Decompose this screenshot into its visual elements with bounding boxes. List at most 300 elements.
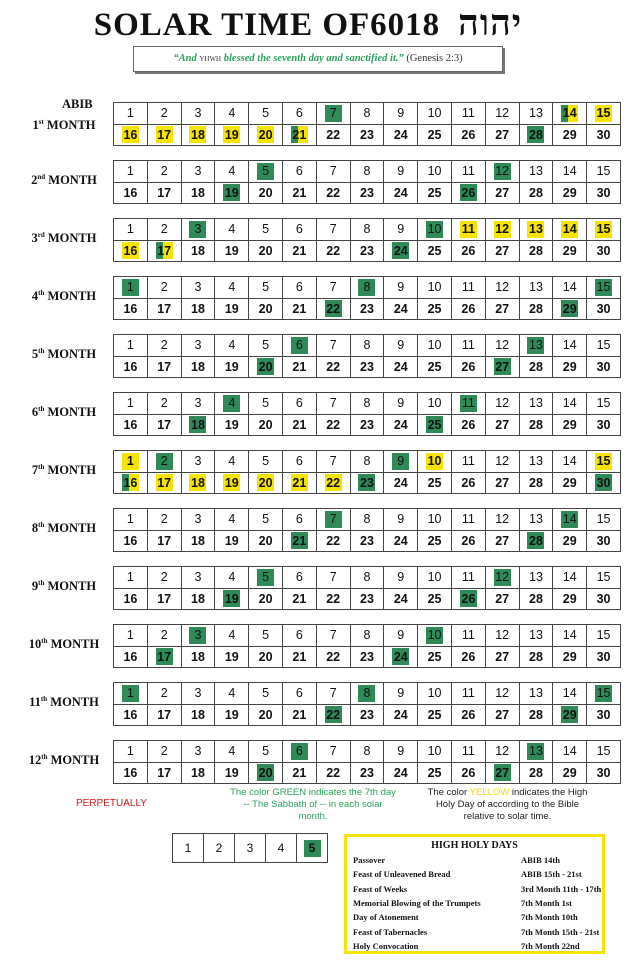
day-cell: 12	[485, 625, 519, 647]
day-cell: 13	[519, 509, 553, 531]
day-cell: 6	[282, 683, 316, 705]
day-cell: 23	[350, 298, 384, 320]
day-cell: 25	[418, 356, 452, 378]
day-cell: 16	[114, 182, 148, 204]
day-cell: 23	[350, 124, 384, 146]
day-cell: 11	[451, 683, 485, 705]
day-cell: 13	[519, 451, 553, 473]
day-cell: 10	[418, 103, 452, 125]
sabbath-day-cell: 30	[587, 472, 621, 494]
day-cell: 4	[215, 741, 249, 763]
day-cell: 3	[181, 451, 215, 473]
sabbath-day-cell: 5	[249, 161, 283, 183]
sabbath-day-cell: 19	[215, 182, 249, 204]
holy-day-cell: 17	[147, 124, 181, 146]
day-cell: 5	[249, 393, 283, 415]
day-cell: 3	[181, 509, 215, 531]
day-cell: 13	[519, 277, 553, 299]
day-cell: 5	[249, 103, 283, 125]
holy-day-date: ABIB 15th - 21st	[521, 869, 582, 880]
day-cell: 26	[451, 414, 485, 436]
yellow-note-b: indicates the High Holy Day of according to the Bible relative to solar time.	[435, 787, 588, 822]
sabbath-day-cell: 10	[418, 625, 452, 647]
sabbath-day-cell: 13	[519, 335, 553, 357]
day-cell: 2	[147, 683, 181, 705]
holy-day-name: Feast of Unleavened Bread	[353, 869, 451, 880]
day-cell: 27	[485, 588, 519, 610]
day-cell: 6	[282, 625, 316, 647]
day-cell: 28	[519, 646, 553, 668]
holy-day-cell: 15	[587, 219, 621, 241]
day-cell: 17	[147, 414, 181, 436]
day-cell: 18	[181, 646, 215, 668]
day-cell: 16	[114, 704, 148, 726]
quote-yhwh: YHWH	[199, 55, 222, 63]
day-cell: 27	[485, 182, 519, 204]
day-cell: 15	[587, 393, 621, 415]
day-cell: 17	[147, 704, 181, 726]
sabbath-day-cell: 28	[519, 124, 553, 146]
day-cell: 5	[249, 277, 283, 299]
day-cell: 5	[249, 741, 283, 763]
day-cell: 13	[519, 625, 553, 647]
month-grid	[113, 740, 621, 784]
day-cell: 24	[384, 298, 418, 320]
day-cell: 15	[587, 741, 621, 763]
day-cell: 17	[147, 298, 181, 320]
day-cell: 20	[249, 414, 283, 436]
perpetually-label: PERPETUALLY	[76, 798, 147, 809]
day-cell: 11	[451, 509, 485, 531]
day-cell: 2	[147, 625, 181, 647]
sabbath-day-cell: 14	[553, 103, 587, 125]
day-cell: 15	[587, 567, 621, 589]
sabbath-day-cell: 7	[316, 103, 350, 125]
day-cell: 14	[553, 451, 587, 473]
day-cell: 27	[485, 530, 519, 552]
month-grid	[113, 392, 621, 436]
sabbath-day-cell: 9	[384, 451, 418, 473]
green-note: The color GREEN indicates the 7th day -- The Sabbath of -- in each solar month.	[230, 787, 396, 822]
day-cell: 21	[282, 414, 316, 436]
day-cell: 16	[114, 356, 148, 378]
day-cell: 11	[451, 625, 485, 647]
month-label: 2nd MONTH	[31, 173, 97, 188]
day-cell: 2	[147, 103, 181, 125]
day-cell: 18	[181, 704, 215, 726]
day-cell: 9	[384, 683, 418, 705]
day-cell: 10	[418, 393, 452, 415]
day-cell: 30	[587, 182, 621, 204]
day-cell: 26	[451, 472, 485, 494]
day-cell: 1	[114, 509, 148, 531]
legend-day: 1	[173, 834, 204, 863]
day-cell: 1	[114, 103, 148, 125]
day-cell: 9	[384, 393, 418, 415]
day-cell: 27	[485, 240, 519, 262]
day-cell: 26	[451, 124, 485, 146]
day-cell: 18	[181, 588, 215, 610]
holy-day-date: 7th Month 22nd	[521, 940, 580, 951]
abib-label: ABIB	[62, 97, 93, 111]
sabbath-day-cell: 1	[114, 683, 148, 705]
day-cell: 19	[215, 646, 249, 668]
day-cell: 15	[587, 335, 621, 357]
holy-day-name: Passover	[353, 855, 386, 865]
sabbath-day-cell: 8	[350, 277, 384, 299]
day-cell: 27	[485, 472, 519, 494]
day-cell: 5	[249, 219, 283, 241]
day-cell: 19	[215, 240, 249, 262]
holy-day-cell: 10	[418, 451, 452, 473]
day-cell: 14	[553, 567, 587, 589]
day-cell: 8	[350, 335, 384, 357]
day-cell: 11	[451, 567, 485, 589]
day-cell: 7	[316, 683, 350, 705]
month-grid	[113, 566, 621, 610]
sabbath-day-cell: 18	[181, 414, 215, 436]
day-cell: 10	[418, 277, 452, 299]
day-cell: 7	[316, 741, 350, 763]
day-cell: 18	[181, 530, 215, 552]
day-cell: 3	[181, 567, 215, 589]
day-cell: 30	[587, 124, 621, 146]
day-cell: 26	[451, 356, 485, 378]
month-label: 12th MONTH	[28, 753, 100, 768]
title-prefix: SOLAR TIME OF	[93, 7, 371, 43]
day-cell: 6	[282, 567, 316, 589]
day-cell: 21	[282, 182, 316, 204]
legend-day-sabbath: 5	[297, 834, 328, 863]
week-legend	[172, 833, 328, 863]
day-cell: 21	[282, 298, 316, 320]
day-cell: 8	[350, 219, 384, 241]
sabbath-day-cell: 10	[418, 219, 452, 241]
day-cell: 23	[350, 240, 384, 262]
day-cell: 29	[553, 530, 587, 552]
day-cell: 10	[418, 683, 452, 705]
title-hebrew-name: יהוה	[458, 3, 523, 43]
month-grid	[113, 160, 621, 204]
holy-day-cell: 21	[282, 472, 316, 494]
sabbath-day-cell: 14	[553, 509, 587, 531]
day-cell: 28	[519, 588, 553, 610]
day-cell: 14	[553, 683, 587, 705]
day-cell: 19	[215, 356, 249, 378]
day-cell: 29	[553, 124, 587, 146]
day-cell: 6	[282, 277, 316, 299]
day-cell: 23	[350, 356, 384, 378]
holy-day-name: Day of Atonement	[353, 912, 419, 923]
high-holy-days-box	[344, 834, 605, 954]
month-label: 7th MONTH	[31, 463, 97, 478]
day-cell: 6	[282, 393, 316, 415]
day-cell: 11	[451, 451, 485, 473]
day-cell: 24	[384, 530, 418, 552]
holy-day-cell: 16	[114, 124, 148, 146]
day-cell: 30	[587, 646, 621, 668]
day-cell: 11	[451, 277, 485, 299]
sabbath-day-cell: 6	[282, 335, 316, 357]
sabbath-day-cell: 20	[249, 762, 283, 784]
holy-day-cell: 20	[249, 124, 283, 146]
day-cell: 12	[485, 393, 519, 415]
holy-day-name: Memorial Blowing of the Trumpets	[353, 897, 481, 908]
day-cell: 26	[451, 646, 485, 668]
month-grid	[113, 102, 621, 146]
day-cell: 14	[553, 277, 587, 299]
day-cell: 24	[384, 414, 418, 436]
day-cell: 4	[215, 683, 249, 705]
day-cell: 5	[249, 625, 283, 647]
day-cell: 23	[350, 588, 384, 610]
sabbath-day-cell: 11	[451, 393, 485, 415]
sabbath-day-cell: 25	[418, 414, 452, 436]
legend-day: 4	[266, 834, 297, 863]
day-cell: 21	[282, 762, 316, 784]
sabbath-day-cell: 17	[147, 240, 181, 262]
day-cell: 8	[350, 161, 384, 183]
day-cell: 8	[350, 393, 384, 415]
sabbath-day-cell: 27	[485, 356, 519, 378]
holy-day-cell: 15	[587, 103, 621, 125]
day-cell: 18	[181, 240, 215, 262]
sabbath-day-cell: 7	[316, 509, 350, 531]
yellow-note	[425, 787, 590, 823]
day-cell: 8	[350, 509, 384, 531]
day-cell: 4	[215, 509, 249, 531]
sabbath-day-cell: 1	[114, 277, 148, 299]
day-cell: 16	[114, 298, 148, 320]
day-cell: 18	[181, 356, 215, 378]
day-cell: 3	[181, 683, 215, 705]
day-cell: 27	[485, 124, 519, 146]
day-cell: 25	[418, 240, 452, 262]
day-cell: 12	[485, 103, 519, 125]
day-cell: 4	[215, 219, 249, 241]
day-cell: 10	[418, 161, 452, 183]
day-cell: 29	[553, 472, 587, 494]
day-cell: 1	[114, 219, 148, 241]
day-cell: 12	[485, 509, 519, 531]
day-cell: 16	[114, 762, 148, 784]
day-cell: 7	[316, 219, 350, 241]
day-cell: 4	[215, 103, 249, 125]
day-cell: 24	[384, 472, 418, 494]
day-cell: 28	[519, 704, 553, 726]
sabbath-day-cell: 22	[316, 704, 350, 726]
day-cell: 29	[553, 762, 587, 784]
holy-day-cell: 11	[451, 219, 485, 241]
day-cell: 12	[485, 451, 519, 473]
day-cell: 29	[553, 646, 587, 668]
day-cell: 11	[451, 335, 485, 357]
day-cell: 16	[114, 588, 148, 610]
day-cell: 10	[418, 567, 452, 589]
day-cell: 13	[519, 393, 553, 415]
day-cell: 4	[215, 567, 249, 589]
day-cell: 12	[485, 683, 519, 705]
day-cell: 27	[485, 298, 519, 320]
day-cell: 24	[384, 704, 418, 726]
day-cell: 18	[181, 298, 215, 320]
day-cell: 22	[316, 182, 350, 204]
holy-day-cell: 19	[215, 472, 249, 494]
day-cell: 30	[587, 704, 621, 726]
sabbath-day-cell: 27	[485, 762, 519, 784]
day-cell: 17	[147, 182, 181, 204]
day-cell: 30	[587, 240, 621, 262]
holy-day-cell: 15	[587, 451, 621, 473]
month-grid	[113, 682, 621, 726]
sabbath-day-cell: 5	[249, 567, 283, 589]
day-cell: 30	[587, 588, 621, 610]
sabbath-day-cell: 24	[384, 240, 418, 262]
holy-day-date: 7th Month 10th	[521, 912, 578, 923]
day-cell: 17	[147, 356, 181, 378]
sabbath-day-cell: 2	[147, 451, 181, 473]
day-cell: 22	[316, 240, 350, 262]
day-cell: 28	[519, 298, 553, 320]
sabbath-day-cell: 12	[485, 567, 519, 589]
day-cell: 11	[451, 103, 485, 125]
day-cell: 21	[282, 356, 316, 378]
day-cell: 7	[316, 625, 350, 647]
genesis-quote	[133, 46, 503, 72]
month-grid	[113, 334, 621, 378]
day-cell: 22	[316, 414, 350, 436]
month-grid	[113, 508, 621, 552]
day-cell: 10	[418, 335, 452, 357]
day-cell: 2	[147, 335, 181, 357]
month-label: 11th MONTH	[29, 695, 99, 710]
day-cell: 30	[587, 762, 621, 784]
day-cell: 22	[316, 356, 350, 378]
sabbath-day-cell: 24	[384, 646, 418, 668]
day-cell: 4	[215, 335, 249, 357]
day-cell: 28	[519, 414, 553, 436]
day-cell: 1	[114, 393, 148, 415]
holy-day-cell: 19	[215, 124, 249, 146]
day-cell: 9	[384, 277, 418, 299]
day-cell: 29	[553, 356, 587, 378]
day-cell: 14	[553, 393, 587, 415]
day-cell: 20	[249, 182, 283, 204]
day-cell: 20	[249, 646, 283, 668]
day-cell: 29	[553, 588, 587, 610]
day-cell: 17	[147, 530, 181, 552]
day-cell: 21	[282, 240, 316, 262]
day-cell: 28	[519, 472, 553, 494]
day-cell: 25	[418, 298, 452, 320]
day-cell: 13	[519, 103, 553, 125]
sabbath-day-cell: 12	[485, 161, 519, 183]
month-label: 1st MONTH	[32, 118, 96, 133]
quote-open: “And	[173, 53, 197, 64]
day-cell: 4	[215, 161, 249, 183]
day-cell: 16	[114, 646, 148, 668]
day-cell: 9	[384, 103, 418, 125]
page-title	[0, 2, 634, 44]
day-cell: 21	[282, 588, 316, 610]
day-cell: 9	[384, 509, 418, 531]
day-cell: 25	[418, 530, 452, 552]
day-cell: 27	[485, 646, 519, 668]
day-cell: 20	[249, 588, 283, 610]
day-cell: 2	[147, 393, 181, 415]
day-cell: 18	[181, 762, 215, 784]
holy-day-cell: 13	[519, 219, 553, 241]
day-cell: 1	[114, 161, 148, 183]
day-cell: 1	[114, 625, 148, 647]
day-cell: 22	[316, 646, 350, 668]
day-cell: 3	[181, 393, 215, 415]
day-cell: 2	[147, 219, 181, 241]
day-cell: 7	[316, 567, 350, 589]
day-cell: 2	[147, 741, 181, 763]
day-cell: 19	[215, 762, 249, 784]
day-cell: 11	[451, 161, 485, 183]
day-cell: 10	[418, 741, 452, 763]
day-cell: 19	[215, 298, 249, 320]
day-cell: 23	[350, 646, 384, 668]
day-cell: 20	[249, 530, 283, 552]
day-cell: 1	[114, 567, 148, 589]
day-cell: 3	[181, 103, 215, 125]
holy-day-cell: 1	[114, 451, 148, 473]
sabbath-day-cell: 20	[249, 356, 283, 378]
sabbath-day-cell: 15	[587, 683, 621, 705]
day-cell: 22	[316, 762, 350, 784]
day-cell: 17	[147, 762, 181, 784]
holy-day-cell: 17	[147, 472, 181, 494]
day-cell: 19	[215, 530, 249, 552]
day-cell: 23	[350, 530, 384, 552]
sabbath-day-cell: 19	[215, 588, 249, 610]
day-cell: 14	[553, 625, 587, 647]
day-cell: 15	[587, 161, 621, 183]
day-cell: 28	[519, 240, 553, 262]
day-cell: 14	[553, 161, 587, 183]
holy-day-cell: 18	[181, 472, 215, 494]
title-year: 6018	[370, 7, 441, 43]
day-cell: 16	[114, 530, 148, 552]
day-cell: 29	[553, 182, 587, 204]
sabbath-day-cell: 3	[181, 219, 215, 241]
day-cell: 11	[451, 741, 485, 763]
month-label: 10th MONTH	[28, 637, 100, 652]
day-cell: 6	[282, 509, 316, 531]
day-cell: 2	[147, 509, 181, 531]
day-cell: 5	[249, 335, 283, 357]
day-cell: 6	[282, 103, 316, 125]
day-cell: 5	[249, 683, 283, 705]
holy-day-date: ABIB 14th	[521, 855, 560, 865]
holy-day-date: 7th Month 15th - 21st	[521, 926, 600, 937]
sabbath-day-cell: 16	[114, 472, 148, 494]
day-cell: 30	[587, 530, 621, 552]
holy-day-cell: 16	[114, 240, 148, 262]
day-cell: 8	[350, 451, 384, 473]
day-cell: 8	[350, 625, 384, 647]
holy-day-date: 3rd Month 11th - 17th	[521, 883, 602, 894]
day-cell: 5	[249, 451, 283, 473]
day-cell: 2	[147, 277, 181, 299]
day-cell: 4	[215, 451, 249, 473]
day-cell: 10	[418, 509, 452, 531]
high-holy-days-heading: HIGH HOLY DAYS	[431, 840, 518, 851]
day-cell: 22	[316, 530, 350, 552]
